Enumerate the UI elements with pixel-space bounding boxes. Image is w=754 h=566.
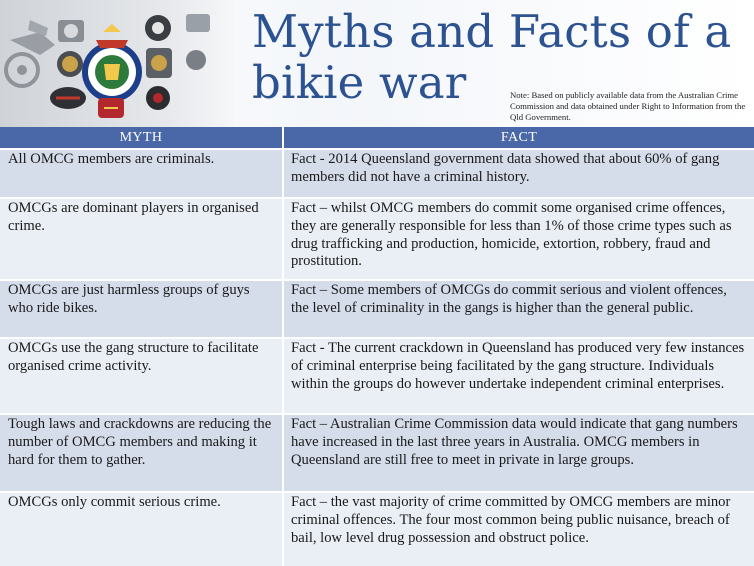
source-note: Note: Based on publicly available data from the Australian Crime Commission and data obtained under Right to Information from the Qld Government. <box>510 90 746 122</box>
table-row <box>0 492 754 566</box>
gang-patch-icon <box>58 20 84 42</box>
gang-patch-icon <box>57 51 83 77</box>
gang-patch-icon <box>50 87 86 109</box>
myth-cell: OMCGs are dominant players in organised crime. <box>0 198 283 280</box>
page-title: Myths and Facts of a bikie war <box>252 5 732 109</box>
fact-cell: Fact – whilst OMCG members do commit some organised crime offences, they are generally responsible for less than 1% of those crime types such as drug trafficking and production, homicide, extortion, robbery, fraud and prostitution. <box>283 198 754 280</box>
table-row <box>0 149 754 198</box>
gang-patch-icon <box>186 50 206 70</box>
badge-collage-graphic <box>0 0 235 127</box>
gang-patch-icon <box>146 48 172 78</box>
myth-column-header: MYTH <box>0 127 283 149</box>
table-row <box>0 414 754 492</box>
gang-patch-icon <box>98 98 124 118</box>
myth-cell: OMCGs use the gang structure to facilitate organised crime activity. <box>0 338 283 414</box>
myth-cell: Tough laws and crackdowns are reducing the number of OMCG members and making it hard for them to gather. <box>0 414 283 492</box>
fact-cell: Fact – the vast majority of crime committed by OMCG members are minor criminal offences. The four most common being public nuisance, breach of bail, low level drug possession and obstruct police. <box>283 492 754 566</box>
table-row <box>0 338 754 414</box>
gang-patches-collage-image <box>0 0 235 127</box>
fact-cell: Fact – Australian Crime Commission data would indicate that gang numbers have increased in the last three years in Australia. OMCG members in Queensland are still free to meet in private in large groups. <box>283 414 754 492</box>
gang-patch-icon <box>146 86 170 110</box>
fact-cell: Fact - The current crackdown in Queensland has produced very few instances of criminal enterprise being facilitated by the gang structure. Individuals within the groups do however undertake independent criminal enterprises. <box>283 338 754 414</box>
myth-cell: All OMCG members are criminals. <box>0 149 283 198</box>
myth-cell: OMCGs are just harmless groups of guys who ride bikes. <box>0 280 283 338</box>
table-row <box>0 280 754 338</box>
fact-cell: Fact - 2014 Queensland government data showed that about 60% of gang members did not have a criminal history. <box>283 149 754 198</box>
table-row <box>0 198 754 280</box>
table-header-row <box>0 127 754 149</box>
slide-header <box>0 0 754 127</box>
fact-cell: Fact – Some members of OMCGs do commit serious and violent offences, the level of criminality in the gangs is higher than the general public. <box>283 280 754 338</box>
myths-facts-table <box>0 127 754 566</box>
gang-patch-icon <box>186 14 210 32</box>
fact-column-header: FACT <box>283 127 754 149</box>
gang-patch-icon <box>145 15 171 41</box>
myth-cell: OMCGs only commit serious crime. <box>0 492 283 566</box>
